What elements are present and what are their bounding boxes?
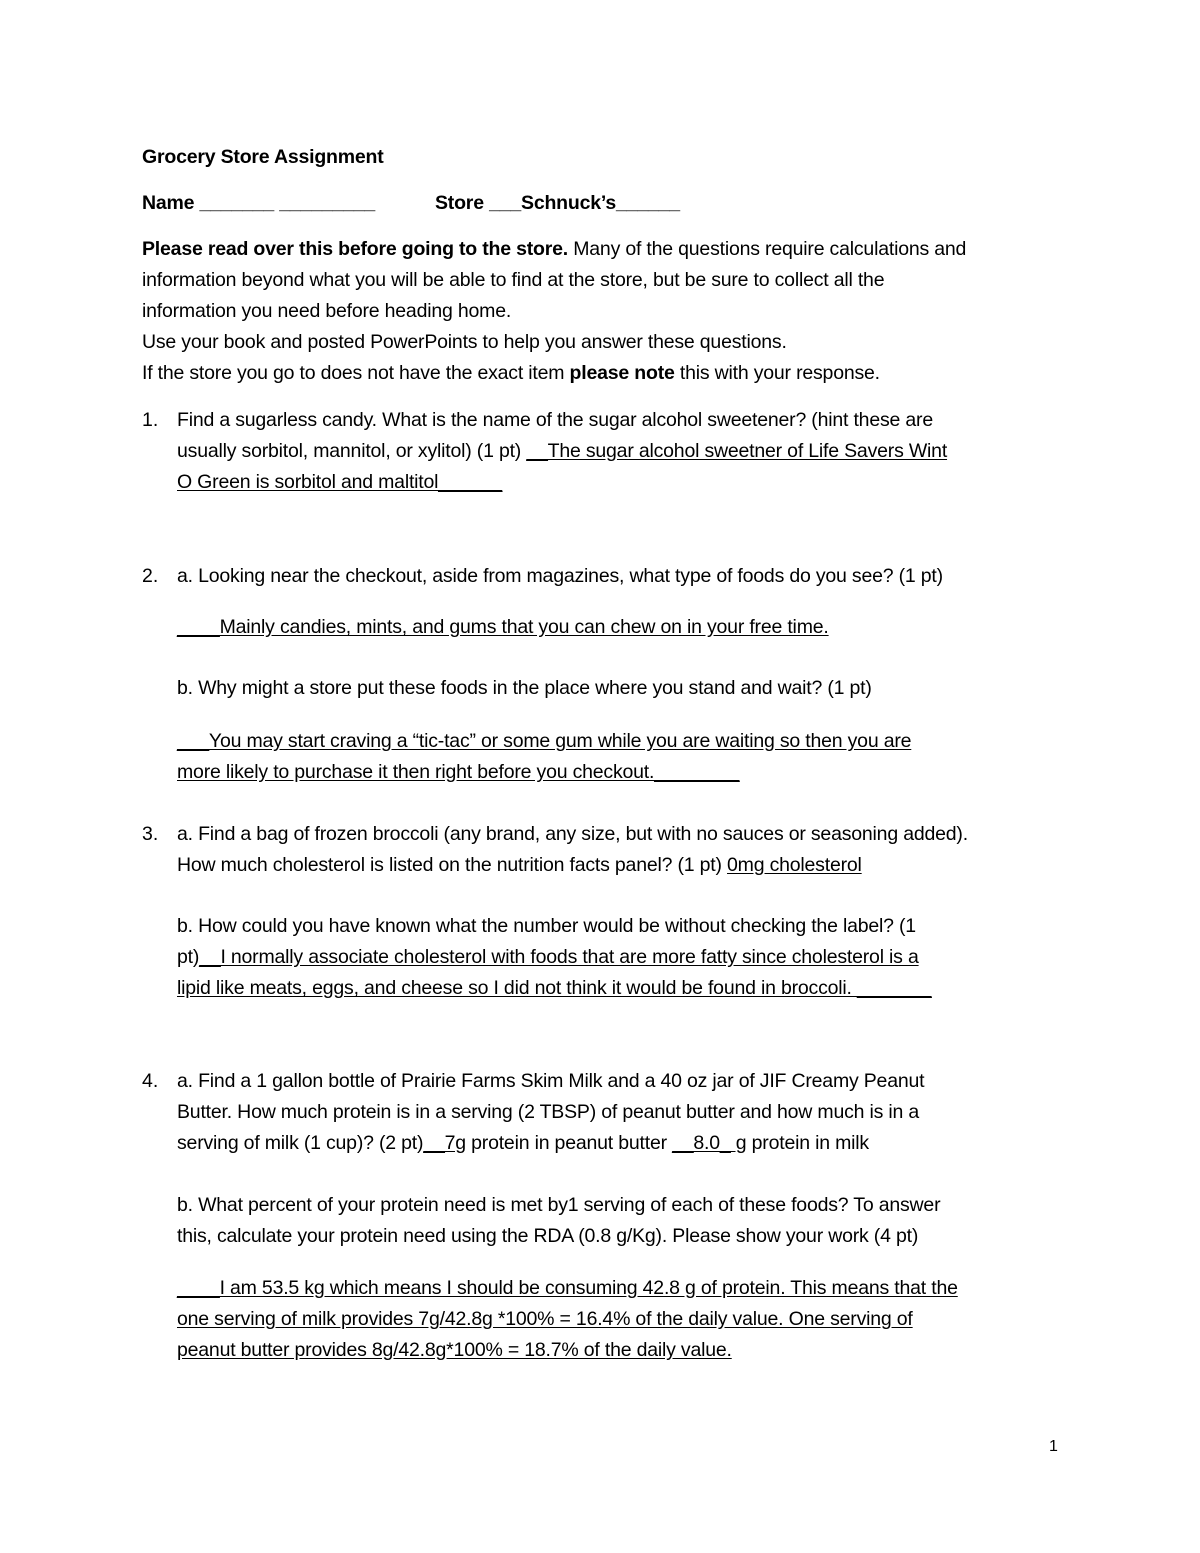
question-4a-line-3 (177, 1130, 869, 1156)
intro-line-5 (142, 360, 880, 386)
question-3a-line-2 (177, 852, 862, 878)
question-2b-answer-1: ___You may start craving a “tic-tac” or some gum while you are waiting so then you are (177, 730, 912, 752)
question-4a-mid: protein in peanut butter (465, 1132, 673, 1154)
question-4a-answer-milk: __8.0_ g (672, 1132, 747, 1154)
question-4a-line-2: Butter. How much protein is in a serving (2 TBSP) of peanut butter and how much is in a (177, 1101, 920, 1123)
question-2a-answer: ____Mainly candies, mints, and gums that you can chew on in your free time. (177, 616, 829, 638)
question-3b-answer-cont: lipid like meats, eggs, and cheese so I did not think it would be found in broccoli. _______ (177, 977, 932, 999)
intro-line-5-b: this with your response. (674, 362, 880, 384)
question-2a-text: a. Looking near the checkout, aside from magazines, what type of foods do you see? (1 pt) (177, 565, 943, 587)
question-1-text: usually sorbitol, mannitol, or xylitol) (1 pt) (177, 440, 527, 462)
question-3b-line-1: b. How could you have known what the number would be without checking the label? (1 (177, 915, 916, 937)
question-3b-text: pt) (177, 946, 200, 968)
question-1-answer-cont: O Green is sorbitol and maltitol______ (177, 471, 503, 493)
question-4b-line-1: b. What percent of your protein need is met by1 serving of each of these foods? To answer (177, 1194, 941, 1216)
question-4a-text: serving of milk (1 cup)? (2 pt) (177, 1132, 424, 1154)
page-number: 1 (1049, 1438, 1058, 1455)
store-value: ___Schnuck’s______ (489, 192, 680, 214)
name-blank: _______ _________ (199, 192, 376, 214)
question-4-number: 4. (142, 1070, 159, 1092)
intro-line-3: information you need before heading home. (142, 300, 512, 322)
question-3-number: 3. (142, 823, 159, 845)
intro-line-1 (142, 236, 966, 262)
intro-line-5-bold: please note (569, 362, 675, 384)
intro-line-5-a: If the store you go to does not have the exact item (142, 362, 570, 384)
question-1-line-1: Find a sugarless candy. What is the name of the sugar alcohol sweetener? (hint these are (177, 409, 933, 431)
question-4b-answer-2: one serving of milk provides 7g/42.8g *100% = 16.4% of the daily value. One serving of (177, 1308, 913, 1330)
question-1-answer: __The sugar alcohol sweetner of Life Savers Wint (526, 440, 948, 462)
name-label: Name (142, 192, 195, 214)
store-line (435, 190, 680, 216)
question-3b-line-2 (177, 944, 919, 970)
question-3a-text: How much cholesterol is listed on the nutrition facts panel? (1 pt) (177, 854, 728, 876)
intro-line-1-rest: Many of the questions require calculations and (568, 238, 967, 260)
question-3a-answer: 0mg cholesterol (727, 854, 862, 876)
store-label: Store (435, 192, 484, 214)
intro-line-4: Use your book and posted PowerPoints to help you answer these questions. (142, 331, 787, 353)
question-1-line-2 (177, 438, 947, 464)
page-title: Grocery Store Assignment (142, 146, 384, 168)
question-4a-line-1: a. Find a 1 gallon bottle of Prairie Farms Skim Milk and a 40 oz jar of JIF Creamy Peanut (177, 1070, 925, 1092)
question-2b-answer-2: more likely to purchase it then right before you checkout.________ (177, 761, 740, 783)
question-1-number: 1. (142, 409, 159, 431)
question-4a-end: protein in milk (746, 1132, 869, 1154)
intro-bold-instruction: Please read over this before going to the store. (142, 238, 569, 260)
question-3a-line-1: a. Find a bag of frozen broccoli (any brand, any size, but with no sauces or seasoning added). (177, 823, 968, 845)
question-4b-line-2: this, calculate your protein need using the RDA (0.8 g/Kg). Please show your work (4 pt) (177, 1225, 919, 1247)
intro-line-2: information beyond what you will be able to find at the store, but be sure to collect all the (142, 269, 885, 291)
name-store-line (142, 190, 375, 216)
question-2-number: 2. (142, 565, 159, 587)
question-4b-answer-3: peanut butter provides 8g/42.8g*100% = 18.7% of the daily value. (177, 1339, 732, 1361)
question-3b-answer: __I normally associate cholesterol with foods that are more fatty since cholesterol is a (199, 946, 919, 968)
question-4a-answer-peanut: __7g (423, 1132, 466, 1154)
question-2b-text: b. Why might a store put these foods in the place where you stand and wait? (1 pt) (177, 677, 872, 699)
question-4b-answer-1: ____I am 53.5 kg which means I should be consuming 42.8 g of protein. This means that the (177, 1277, 958, 1299)
